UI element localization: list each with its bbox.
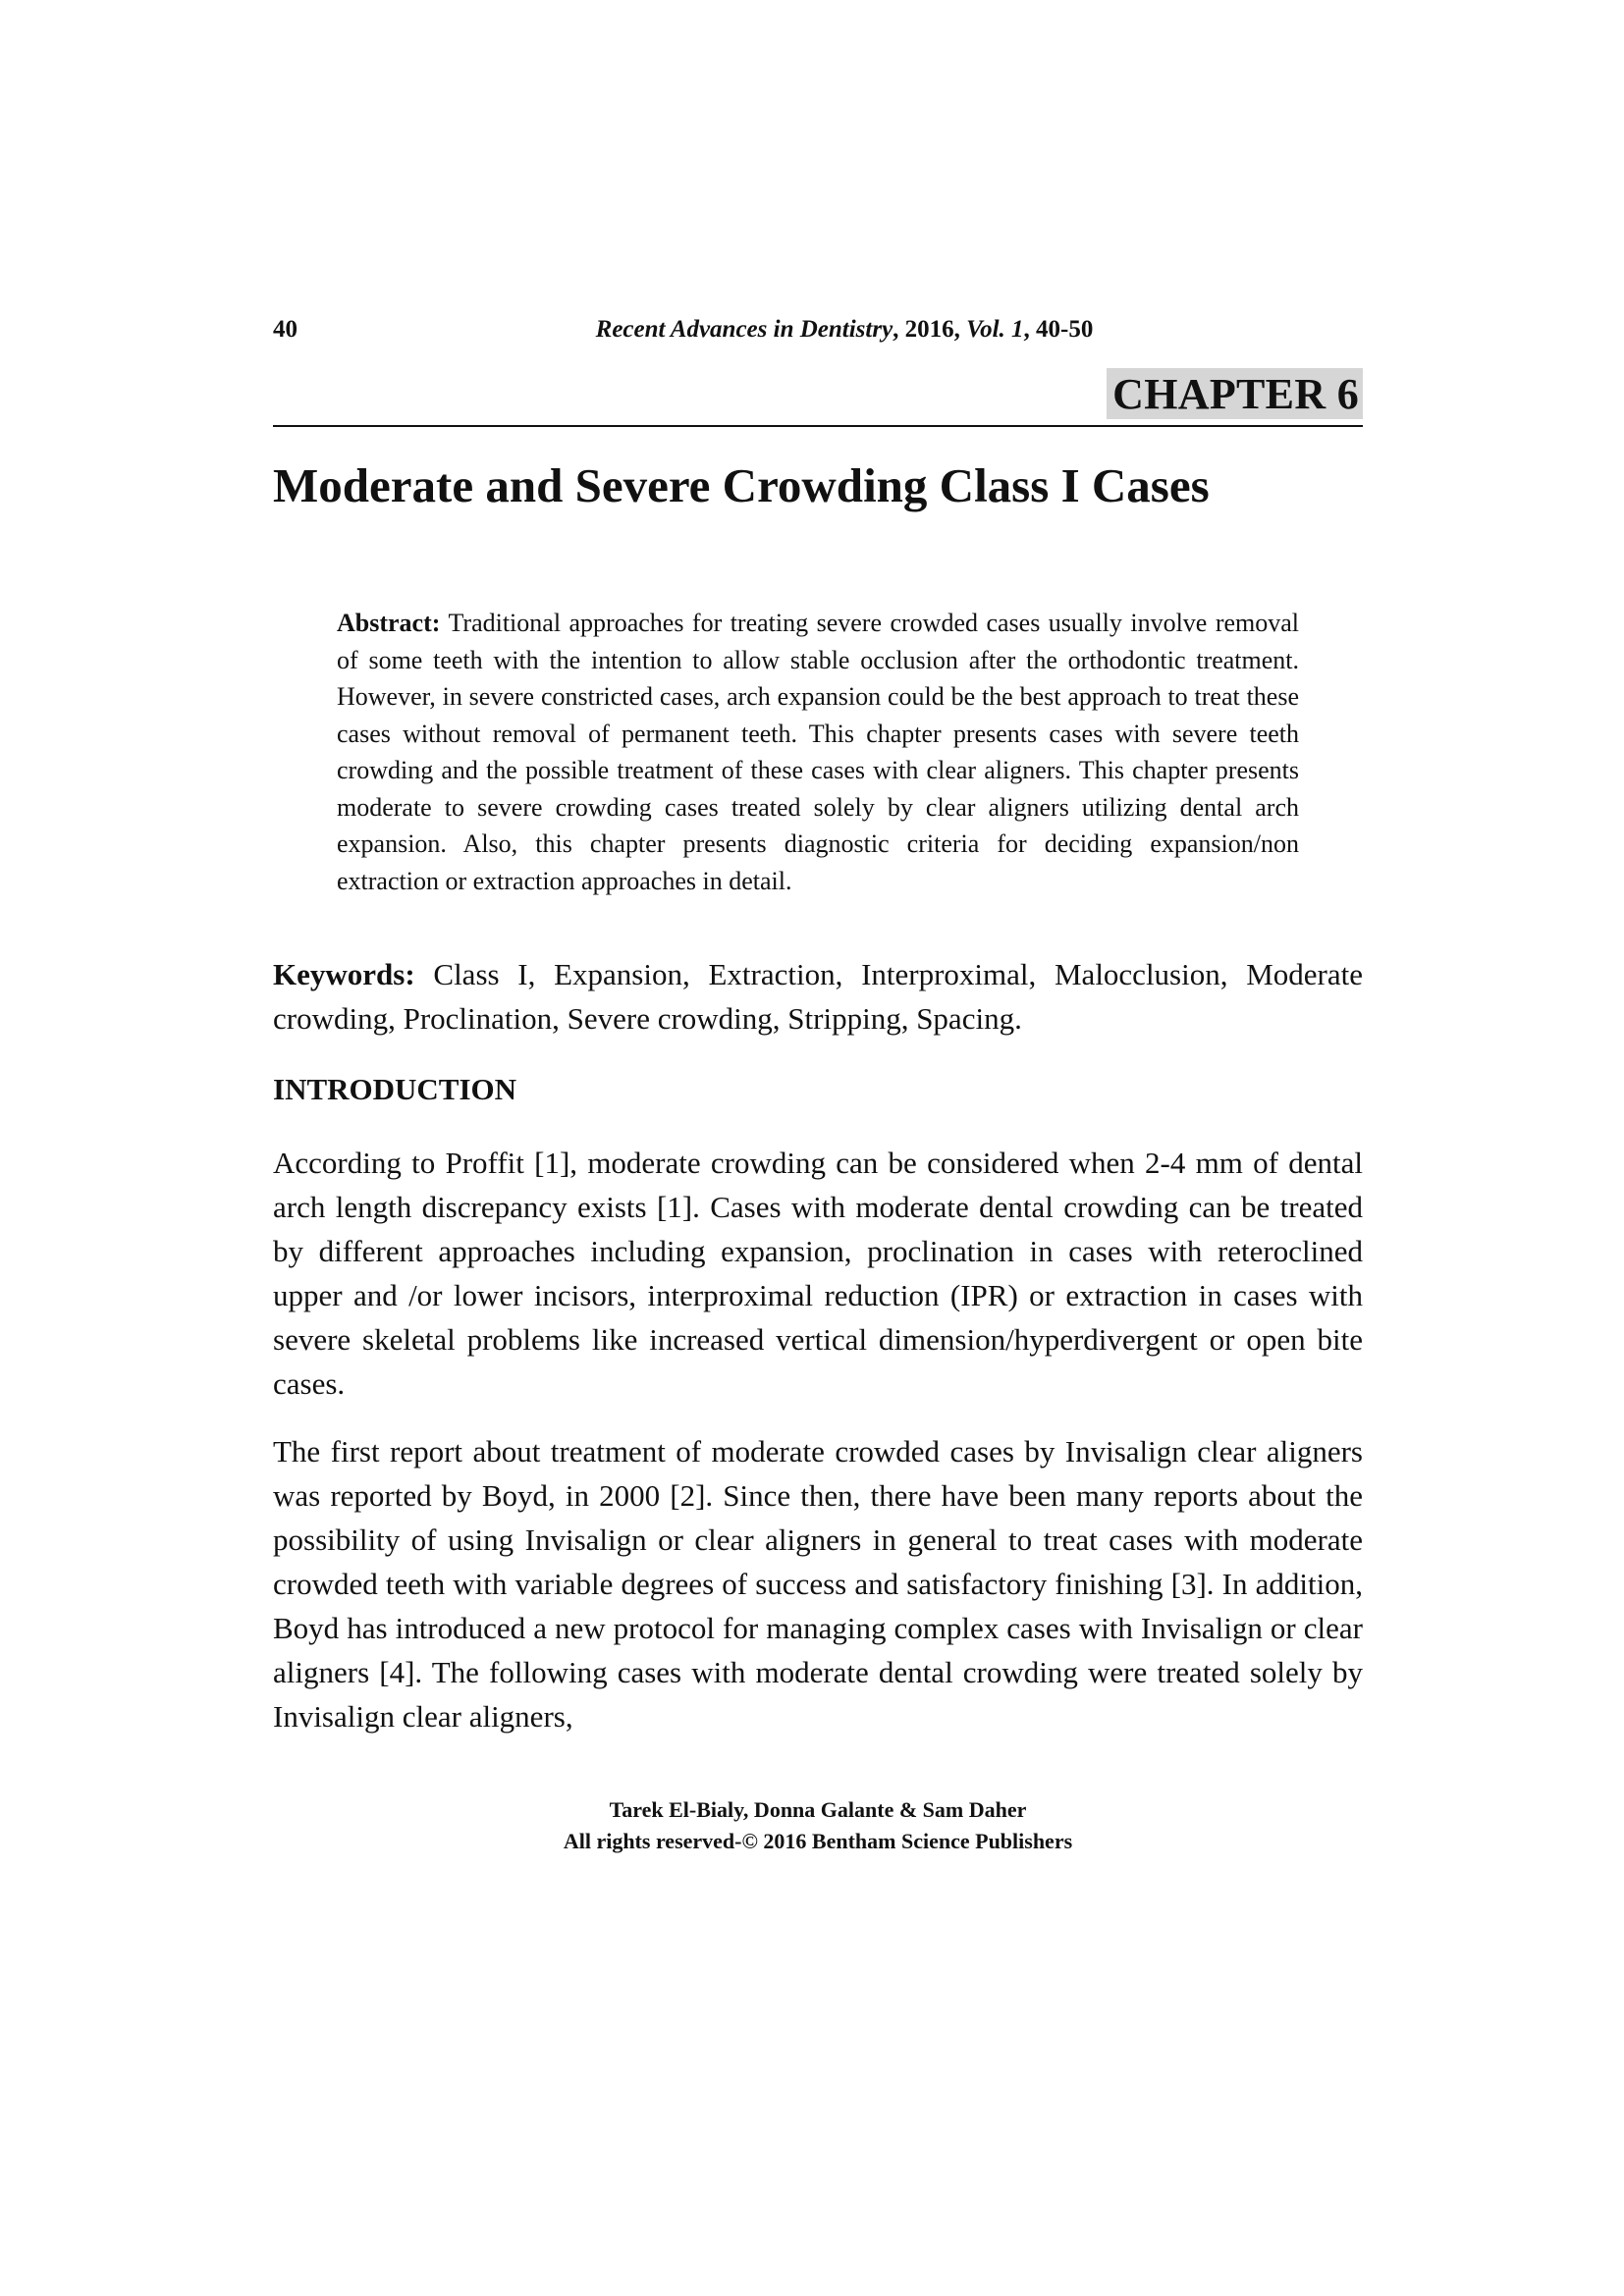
body-paragraph: According to Proffit [1], moderate crowding can be considered when 2-4 mm of dental arch length discrepancy exists [1]. Cases with moderate dental crowding can be treated by different approaches including expansion, proclination in cases with reteroclined upper and /or lower incisors, interproximal reduction (IPR) or extraction in cases with severe skeletal problems like increased vertical dimension/hyperdivergent or open bite cases. [273, 1146, 1363, 1401]
body-paragraph: The first report about treatment of moderate crowded cases by Invisalign clear aligners was reported by Boyd, in 2000 [2]. Since then, there have been many reports about the possibility of using Invisalign or clear aligners in general to treat cases with moderate crowded teeth with variable degrees of success and satisfactory finishing [3]. In addition, Boyd has introduced a new protocol for managing complex cases with Invisalign or clear aligners [4]. The following cases with moderate dental crowding were treated solely by Invisalign clear aligners, [273, 1434, 1363, 1734]
header-rule [273, 425, 1363, 427]
volume-label: Vol. [966, 316, 1005, 343]
abstract-label: Abstract: [337, 609, 441, 637]
chapter-title: Moderate and Severe Crowding Class I Cases [273, 458, 1210, 512]
page-footer [273, 1794, 1363, 1857]
keywords-text: Class I, Expansion, Extraction, Interproximal, Malocclusion, Moderate crowding, Proclination, Severe crowding, Stripping, Spacing. [273, 957, 1363, 1036]
journal-year: , 2016, [893, 316, 967, 343]
page-range: , 40-50 [1023, 316, 1094, 343]
footer-authors: Tarek El-Bialy, Donna Galante & Sam Daher [609, 1797, 1027, 1822]
footer-copyright: All rights reserved-© 2016 Bentham Science Publishers [563, 1829, 1073, 1853]
journal-name: Recent Advances in Dentistry [595, 316, 893, 343]
chapter-label: CHAPTER 6 [1107, 368, 1363, 419]
keywords-label: Keywords: [273, 957, 415, 991]
page-number: 40 [273, 316, 298, 343]
volume-number: 1 [1004, 316, 1024, 343]
keywords [273, 952, 1363, 1041]
section-heading-introduction: INTRODUCTION [273, 1072, 517, 1106]
running-head [589, 316, 1100, 344]
abstract-text: Traditional approaches for treating severe crowded cases usually involve removal of some teeth with the intention to allow stable occlusion after the orthodontic treatment. However, in severe constricted cases, arch expansion could be the best approach to treat these cases without removal of permanent teeth. This chapter presents cases with severe teeth crowding and the possible treatment of these cases with clear aligners. This chapter presents moderate to severe crowding cases treated solely by clear aligners utilizing dental arch expansion. Also, this chapter presents diagnostic criteria for deciding expansion/non extraction or extraction approaches in detail. [337, 609, 1300, 895]
abstract [337, 605, 1299, 899]
page-header [273, 316, 1363, 355]
